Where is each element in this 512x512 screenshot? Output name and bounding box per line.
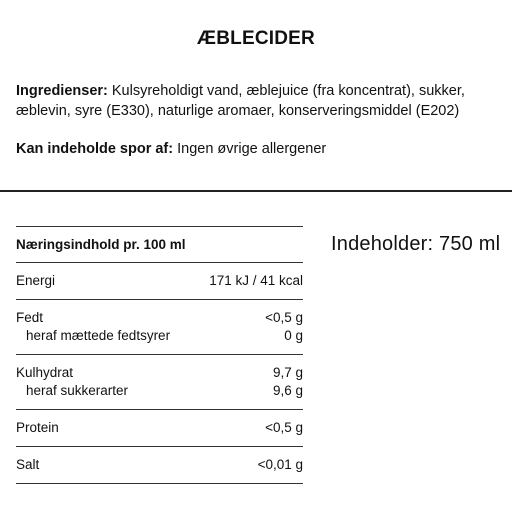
product-title: ÆBLECIDER xyxy=(197,28,315,49)
nutrient-value: <0,5 g xyxy=(265,310,303,325)
nutrient-group-energy xyxy=(16,263,303,299)
nutrient-value: 171 kJ / 41 kcal xyxy=(209,273,303,288)
nutrient-group-salt xyxy=(16,447,303,483)
nutrient-group-carbohydrate xyxy=(16,355,303,409)
ingredients-text: Kulsyreholdigt vand, æblejuice (fra koncentrat), sukker, æblevin, syre (E330), naturlige aromaer, konserveringsmiddel (E202) xyxy=(16,83,465,119)
ingredients-paragraph xyxy=(16,81,498,121)
nutrient-value: 0 g xyxy=(284,328,303,343)
nutrient-group-protein xyxy=(16,410,303,446)
table-row xyxy=(16,456,303,474)
nutrition-table xyxy=(16,226,303,484)
allergens-label: Kan indeholde spor af: xyxy=(16,141,174,157)
nutrient-value: <0,5 g xyxy=(265,420,303,435)
nutrient-value: 9,6 g xyxy=(272,383,303,398)
nutrient-sublabel: heraf sukkerarter xyxy=(26,383,129,398)
nutrient-label: Kulhydrat xyxy=(16,365,74,380)
table-row xyxy=(16,382,303,400)
allergens-text: Ingen øvrige allergener xyxy=(173,141,327,157)
table-row xyxy=(16,327,303,345)
volume-contents: Indeholder: 750 ml xyxy=(331,233,501,255)
nutrient-label: Protein xyxy=(16,420,59,435)
table-row xyxy=(16,364,303,382)
nutrient-label: Salt xyxy=(16,457,40,472)
table-row xyxy=(16,309,303,327)
table-row xyxy=(16,419,303,437)
table-bottom-rule xyxy=(16,483,303,484)
nutrient-label: Energi xyxy=(16,273,56,288)
allergens-paragraph xyxy=(16,139,498,159)
nutrition-header: Næringsindhold pr. 100 ml xyxy=(16,237,186,252)
nutrient-sublabel: heraf mættede fedtsyrer xyxy=(26,328,171,343)
section-divider xyxy=(0,190,512,192)
nutrient-label: Fedt xyxy=(16,310,44,325)
table-row xyxy=(16,272,303,290)
nutrient-value: 9,7 g xyxy=(272,365,303,380)
nutrient-value: <0,01 g xyxy=(257,457,303,472)
nutrient-group-fat xyxy=(16,300,303,354)
ingredients-label: Ingredienser: xyxy=(16,83,108,99)
